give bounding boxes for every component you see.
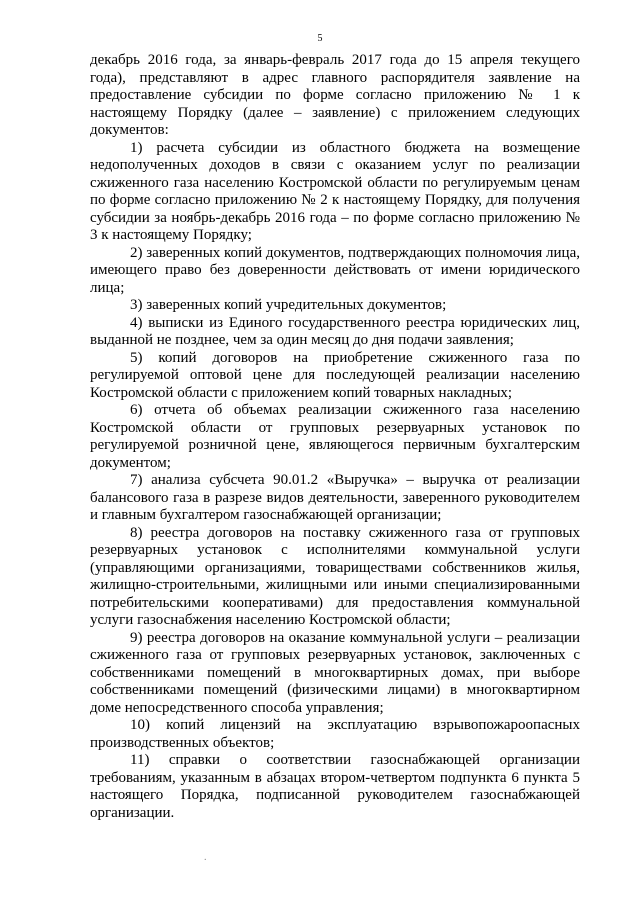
list-item-4: 4) выписки из Единого государственного реестра юридических лиц, выданной не позднее, чем за один месяц до дня подачи заявления; — [90, 314, 580, 348]
list-item-7: 7) анализа субсчета 90.01.2 «Выручка» – выручка от реализации балансового газа в разрезе видов деятельности, заверенного руководителем и главным бухгалтером газоснабжающей организации; — [90, 472, 580, 523]
list-item-1: 1) расчета субсидии из областного бюджета на возмещение недополученных доходов в связи с оказанием услуг по реализации сжиженного газа населению Костромской области по регулируемым ценам по форме согласно приложению № 2 к настоящему Порядку, для получения субсидии за ноябрь-декабрь 2016 года – по форме согласно приложению № 3 к настоящему Порядку; — [90, 139, 580, 243]
list-item-8: 8) реестра договоров на поставку сжиженного газа от групповых резервуарных установок с исполнителями коммунальной услуги (управляющими организациями, товариществами собственников жилья, жилищно-строительными, жилищными или иными специализированными потребительскими кооперативами) для предоставления коммунальной услуги газоснабжения населению Костромской области; — [90, 524, 580, 628]
paragraph-continuation: декабрь 2016 года, за январь-февраль 2017 года до 15 апреля текущего года), представляют в адрес главного распорядителя заявление на предоставление субсидии по форме согласно приложению № 1 к настоящему Порядку (далее – заявление) с приложением следующих документов: — [90, 52, 580, 138]
document-body — [90, 52, 580, 822]
page-number: 5 — [317, 33, 323, 44]
list-item-2: 2) заверенных копий документов, подтверждающих полномочия лица, имеющего право без доверенности действовать от имени юридического лица; — [90, 244, 580, 296]
list-item-3: 3) заверенных копий учредительных документов; — [130, 297, 447, 313]
list-item-5: 5) копий договоров на приобретение сжиженного газа по регулируемой оптовой цене для последующей реализации населению Костромской области с приложением копий товарных накладных; — [90, 349, 580, 401]
footer-mark: . — [204, 852, 207, 863]
list-item-9: 9) реестра договоров на оказание коммунальной услуги – реализации сжиженного газа от групповых резервуарных установок, заключенных с собственниками помещений в многоквартирных домах, при выборе собственниками помещений (физическими лицами) в многоквартирном доме непосредственного способа управления; — [90, 629, 580, 716]
list-item-6: 6) отчета об объемах реализации сжиженного газа населению Костромской области от групповых резервуарных установок по регулируемой розничной цене, являющегося первичным бухгалтерским документом; — [90, 402, 580, 471]
list-item-10: 10) копий лицензий на эксплуатацию взрывопожароопасных производственных объектов; — [90, 717, 580, 751]
list-item-11: 11) справки о соответствии газоснабжающей организации требованиям, указанным в абзацах втором-четвертом подпункта 6 пункта 5 настоящего Порядка, подписанной руководителем газоснабжающей организации. — [90, 752, 580, 821]
